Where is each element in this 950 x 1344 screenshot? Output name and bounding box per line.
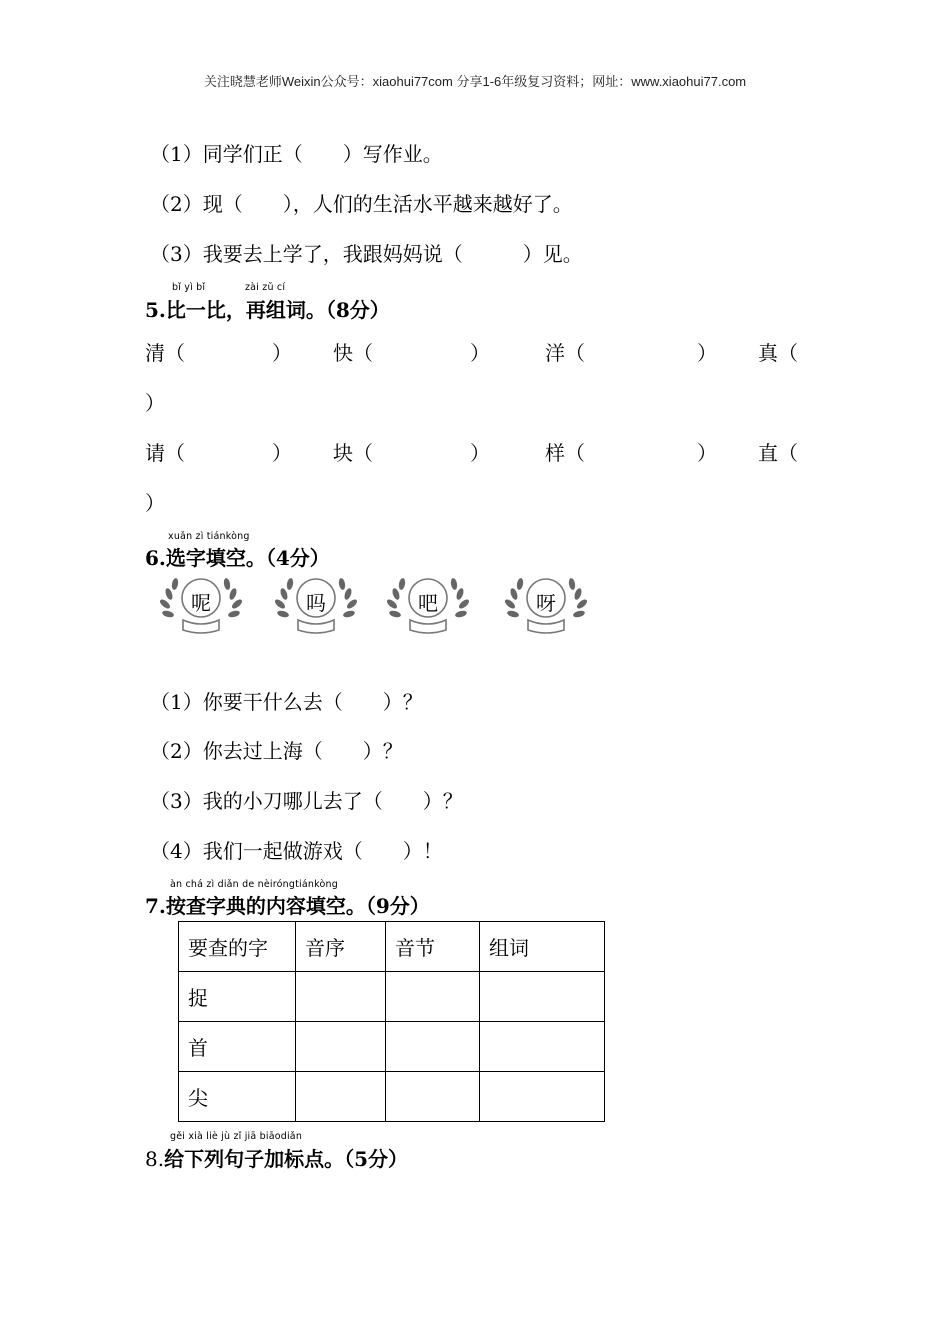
q5-pinyin-1: bǐ yì bǐ	[172, 282, 206, 293]
table-cell-char: 首	[179, 1022, 296, 1072]
table-cell-blank[interactable]	[480, 972, 605, 1022]
table-row	[179, 1022, 605, 1072]
q5-r1-c4: 真（	[758, 341, 798, 365]
q7-title: 7.按查字典的内容填空。（9分）	[145, 894, 430, 918]
column-header: 组词	[480, 922, 605, 972]
option-char: 吗	[306, 591, 326, 615]
table-cell-blank[interactable]	[386, 1072, 480, 1122]
table-cell-char: 尖	[179, 1072, 296, 1122]
q5-r2-p1: ）	[272, 441, 292, 465]
q5-title: 5.比一比，再组词。（8分）	[145, 298, 390, 322]
q6-line-4: （4）我们一起做游戏（ ）！	[150, 839, 443, 863]
table-cell-blank[interactable]	[480, 1072, 605, 1122]
q5-r2-p2: ）	[470, 441, 490, 465]
column-header: 音节	[386, 922, 480, 972]
option-char: 呢	[191, 591, 211, 615]
column-header: 要查的字	[179, 922, 296, 972]
q6-line-1: （1）你要干什么去（ ）？	[150, 690, 423, 714]
q5-r2-c3: 样（	[545, 441, 585, 465]
q4-line-2: （2）现（ ），人们的生活水平越来越好了。	[150, 192, 573, 216]
q5-r1-p1: ）	[272, 341, 292, 365]
q5-r1-p3: ）	[697, 341, 717, 365]
q8-title: 给下列句子加标点。（5分）	[164, 1147, 409, 1171]
table-cell-blank[interactable]	[386, 972, 480, 1022]
q5-r2-c2: 块（	[333, 441, 373, 465]
q5-r1-c3: 洋（	[545, 341, 585, 365]
q4-line-1: （1）同学们正（ ）写作业。	[150, 142, 443, 166]
table-cell-blank[interactable]	[296, 1072, 386, 1122]
table-cell-blank[interactable]	[386, 1022, 480, 1072]
q8-number: 8.	[145, 1147, 165, 1171]
q5-r2-p3: ）	[697, 441, 717, 465]
table-cell-blank[interactable]	[296, 1022, 386, 1072]
q5-r1-c2: 快（	[333, 341, 373, 365]
seal-option-1	[155, 570, 247, 634]
q6-line-2: （2）你去过上海（ ）？	[150, 739, 403, 763]
q5-r1-wrap: ）	[145, 391, 165, 415]
q6-title: 6.选字填空。（4分）	[145, 546, 330, 570]
seal-option-4	[500, 570, 592, 634]
option-char: 呀	[536, 591, 556, 615]
seal-option-3	[382, 570, 474, 634]
q5-r2-c4: 直（	[758, 441, 798, 465]
q4-line-3: （3）我要去上学了，我跟妈妈说（ ）见。	[150, 242, 583, 266]
q5-r2-wrap: ）	[145, 491, 165, 515]
q5-r1-p2: ）	[470, 341, 490, 365]
table-cell-blank[interactable]	[480, 1022, 605, 1072]
seal-option-2	[270, 570, 362, 634]
q8-pinyin: gěi xià liè jù zǐ jiā biāodiǎn	[170, 1131, 303, 1142]
q7-pinyin: àn chá zì diǎn de nèiróngtiánkòng	[170, 879, 338, 890]
q6-pinyin: xuǎn zì tiánkòng	[168, 531, 250, 542]
option-char: 吧	[418, 591, 438, 615]
table-header-row	[179, 922, 605, 972]
table-cell-blank[interactable]	[296, 972, 386, 1022]
page-header: 关注晓慧老师Weixin公众号：xiaohui77com 分享1-6年级复习资料；网址：www.xiaohui77.com	[203, 74, 747, 89]
q5-r1-c1: 清（	[145, 341, 185, 365]
q8-heading	[145, 1143, 408, 1172]
table-row	[179, 972, 605, 1022]
table-cell-char: 捉	[179, 972, 296, 1022]
q5-pinyin-2: zài zǔ cí	[245, 282, 286, 293]
q5-r2-c1: 请（	[145, 441, 185, 465]
dictionary-table	[178, 921, 605, 1122]
table-row	[179, 1072, 605, 1122]
column-header: 音序	[296, 922, 386, 972]
q6-line-3: （3）我的小刀哪儿去了（ ）？	[150, 789, 463, 813]
